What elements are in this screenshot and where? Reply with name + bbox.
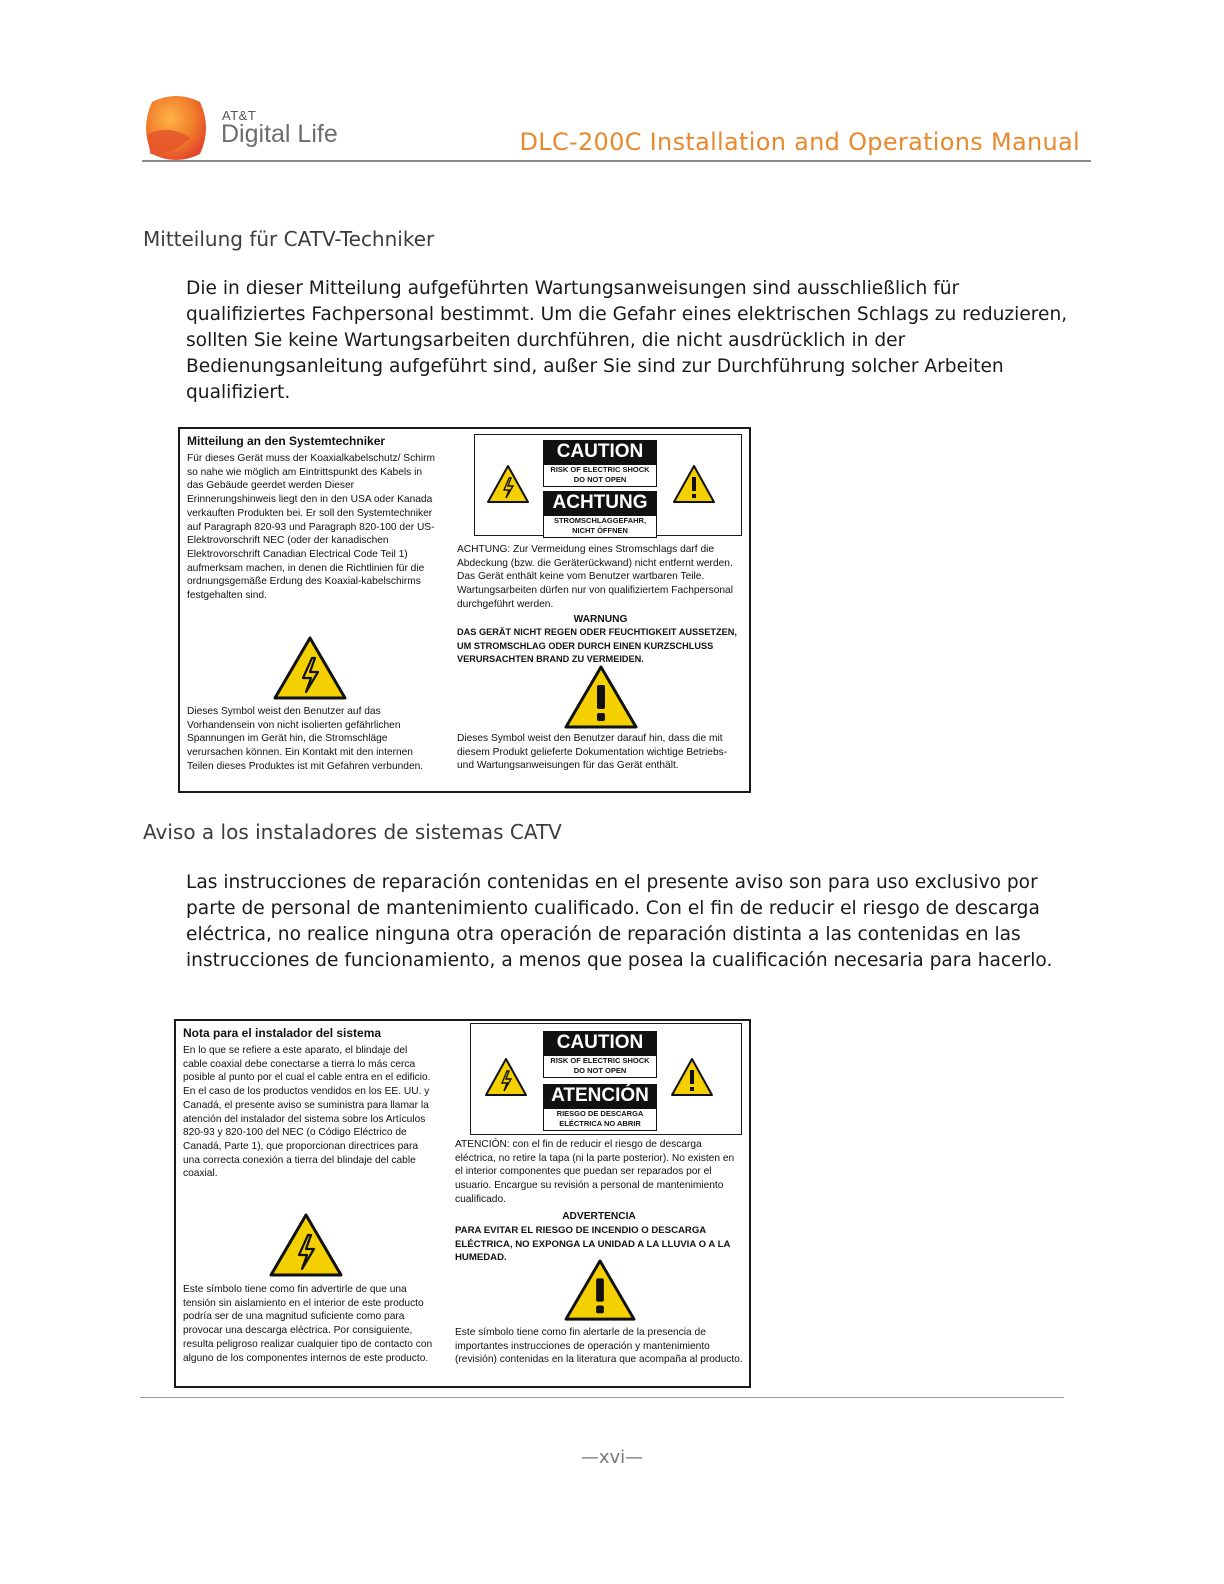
warning-text: PARA EVITAR EL RIESGO DE INCENDIO O DESCARGA ELÉCTRICA, NO EXPONGA LA UNIDAD A LA LLUVIA O A LA HUMEDAD. <box>455 1225 731 1264</box>
local-caution-heading: ATENCIÓN <box>543 1084 657 1108</box>
caution-heading: CAUTION <box>543 1031 657 1055</box>
local-caution-subtext: RIESGO DE DESCARGA ELÉCTRICA NO ABRIR <box>543 1108 657 1131</box>
header-divider <box>142 160 1091 162</box>
exclamation-symbol-text: Este símbolo tiene como fin alertarle de la presencia de importantes instrucciones de operación y mantenimiento (revisión) contenidas en la literatura que acompaña al producto. <box>455 1327 743 1366</box>
caution-heading: CAUTION <box>543 440 657 464</box>
caution-subtext: RISK OF ELECTRIC SHOCK DO NOT OPEN <box>543 1055 657 1078</box>
electric-shock-warning-icon <box>268 1211 344 1279</box>
shock-symbol-text: Dieses Symbol weist den Benutzer auf das Vorhandensein von nicht isolierten gefährlichen Spannungen im Gerät hin, die Stromschläge verursachen können. Ein Kontakt mit den internen Teilen dieses Produktes ist mit Gefahren verbunden. <box>187 706 424 772</box>
section-paragraph-es: Las instrucciones de reparación contenidas en el presente aviso son para uso exclusivo por parte de personal de mantenimiento cualificado. Con el fin de reducir el riesgo de descarga eléctrica, no realice ninguna otra operación de reparación distinta a las contenidas en las instrucciones de funcionamiento, a menos que posea la cualificación necesaria para hacerlo. <box>186 872 1053 971</box>
exclamation-warning-icon <box>562 1257 638 1323</box>
safety-label-de <box>178 427 751 793</box>
exclamation-warning-icon <box>563 663 639 731</box>
manual-title: DLC-200C Installation and Operations Manual <box>519 128 1080 156</box>
label-left-text: Für dieses Gerät muss der Koaxialkabelschutz/ Schirm so nahe wie möglich am Eintrittspunkt des Kabels in das Gebäude geerdet werden Dieser Erinnerungshinweis liegt den in den USA oder Kanada verkauften Produkten bei. Er soll den Systemtechniker auf Paragraph 820-93 und Paragraph 820-100 der US-Elektrovorschrift NEC (oder der kanadischen Elektrovorschrift Canadian Electrical Code Teil 1) aufmerksam machen, in denen die Richtlinien für die ordnungsgemäße Erdung des Koaxial-kabelschirms festgehalten sind. <box>187 453 435 602</box>
section-heading-de: Mitteilung für CATV-Techniker <box>143 227 435 251</box>
caution-right-text: ACHTUNG: Zur Vermeidung eines Stromschlags darf die Abdeckung (bzw. die Geräterückwand) nicht entfernt werden. Das Gerät enthält keine vom Benutzer wartbaren Teile. Wartungsarbeiten dürfen nur von qualifiziertem Fachpersonal durchgeführt werden. <box>457 544 733 610</box>
electric-shock-warning-icon <box>272 634 348 702</box>
caution-panel <box>470 1023 742 1135</box>
safety-label-es <box>174 1019 751 1388</box>
logo-product-name: Digital Life <box>221 120 338 148</box>
section-heading-es: Aviso a los instaladores de sistemas CATV <box>143 820 562 844</box>
local-caution-heading: ACHTUNG <box>543 491 657 515</box>
shock-symbol-text: Este símbolo tiene como fin advertirle de que una tensión sin aislamiento en el interior de este producto podría ser de una magnitud suficiente como para provocar una descarga eléctrica. Por consiguiente, resulta peligroso realizar cualquier tipo de contacto con alguno de los componentes internos de este producto. <box>183 1284 433 1364</box>
caution-right-text: ATENCIÓN: con el fin de reducir el riesgo de descarga eléctrica, no retire la tapa (ni la parte posterior). No existen en el interior componentes que puedan ser reparados por el usuario. Encargue su revisión a personal de mantenimiento cualificado. <box>455 1139 735 1205</box>
label-title: Nota para el instalador del sistema <box>183 1026 382 1040</box>
warning-title: WARNUNG <box>573 614 628 625</box>
page-number: —xvi— <box>580 1447 644 1468</box>
caution-panel <box>474 434 742 536</box>
local-caution-subtext: STROMSCHLAGGEFAHR, NICHT ÖFFNEN <box>543 515 657 538</box>
label-title: Mitteilung an den Systemtechniker <box>187 434 386 448</box>
label-left-text: En lo que se refiere a este aparato, el blindaje del cable coaxial debe conectarse a tierra lo más cerca posible al punto por el cual el cable entra en el edificio. En el caso de los productos vendidos en los EE. UU. y Canadá, el presente aviso se suministra para llamar la atención del instalador del sistema sobre los Artículos 820-93 y 820-100 del NEC (o Código Eléctrico de Canadá, Parte 1), que proporcionan directrices para una correcta conexión a tierra del blindaje del cable coaxial. <box>183 1045 431 1180</box>
brand-logo <box>142 94 372 164</box>
caution-subtext: RISK OF ELECTRIC SHOCK DO NOT OPEN <box>543 464 657 487</box>
warning-text: DAS GERÄT NICHT REGEN ODER FEUCHTIGKEIT AUSSETZEN, UM STROMSCHLAG ODER DURCH EINEN KURZSCHLUSS VERURSACHTEN BRAND ZU VERMEIDEN. <box>457 627 737 665</box>
logo-company-name: AT&T <box>222 108 257 123</box>
footer-divider <box>140 1397 1064 1398</box>
small-exclamation-icon <box>669 1056 715 1098</box>
section-paragraph-de: Die in dieser Mitteilung aufgeführten Wartungsanweisungen sind ausschließlich für qualifiziertes Fachpersonal bestimmt. Um die Gefahr eines elektrischen Schlags zu reduzieren, sollten Sie keine Wartungsarbeiten durchführen, die nicht ausdrücklich in der Bedienungsanleitung aufgeführt sind, außer Sie sind zur Durchführung solcher Arbeiten qualifiziert. <box>186 278 1068 403</box>
small-exclamation-icon <box>671 463 717 505</box>
digital-life-logo-mark-icon <box>142 94 210 162</box>
warning-title: ADVERTENCIA <box>562 1211 636 1222</box>
small-shock-icon <box>483 1056 529 1098</box>
exclamation-symbol-text: Dieses Symbol weist den Benutzer darauf hin, dass die mit diesem Produkt gelieferte Dokumentation wichtige Betriebs- und Wartungsanweisungen für das Gerät enthält. <box>457 733 728 772</box>
small-shock-icon <box>485 463 531 505</box>
